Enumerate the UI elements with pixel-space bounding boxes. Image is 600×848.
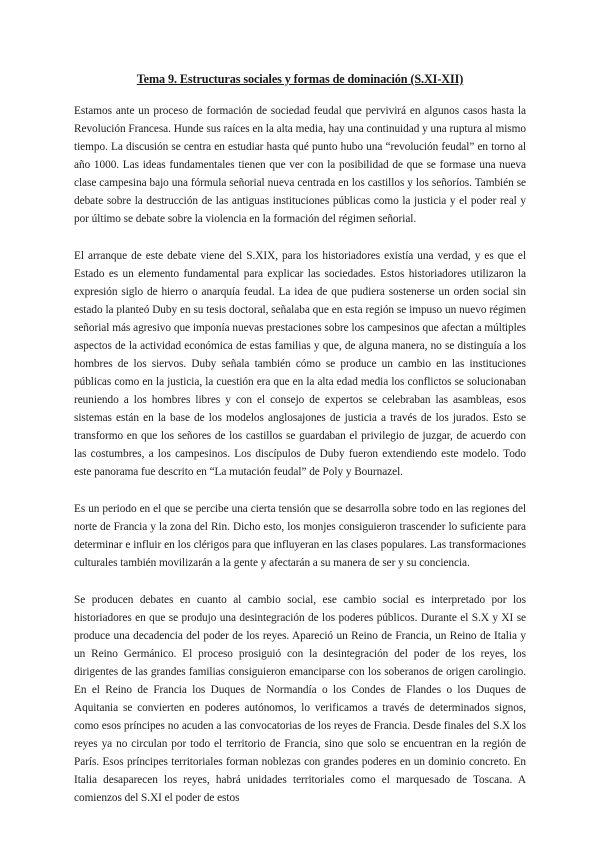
document-title: Tema 9. Estructuras sociales y formas de dominación (S.XI-XII) xyxy=(136,72,464,86)
paragraph-2: El arranque de este debate viene del S.XIX, para los historiadores existía una verdad, y es que el Estado es un elemento fundamental para explicar las sociedades. Estos historiadores utilizaron la expresión siglo de hierro o anarquía feudal. La idea de que pudiera sostenerse un orden social sin estado la planteó Duby en su tesis doctoral, señalaba que en esta región se impuso un nuevo régimen señorial más agresivo que imponía nuevas prestaciones sobre los campesinos que afectan a múltiples aspectos de la actividad económica de estas familias y que, de alguna manera, no se distinguía a los hombres de los siervos. Duby señala también cómo se produce un cambio en las instituciones públicas como en la justicia, la cuestión era que en la alta edad media los conflictos se solucionaban reuniendo a los hombres libres y con el consejo de expertos se celebraban las asambleas, esos sistemas están en la base de los modelos anglosajones de justicia a través de los jurados. Esto se transformo en que los señores de los castillos se guardaban el privilegio de juzgar, de acuerdo con las costumbres, a los campesinos. Los discípulos de Duby fueron extendiendo este modelo. Todo este panorama fue descrito en “La mutación feudal” de Poly y Bournazel. xyxy=(74,250,526,478)
paragraph-3: Es un periodo en el que se percibe una cierta tensión que se desarrolla sobre todo en las regiones del norte de Francia y la zona del Rin. Dicho esto, los monjes consiguieron trascender lo suficiente para determinar e influir en los clérigos para que influyeran en las clases populares. Las transformaciones culturales también movilizarán a la gente y afectarán a su manera de ser y su conciencia. xyxy=(74,503,526,569)
paragraph-4: Se producen debates en cuanto al cambio social, ese cambio social es interpretado por los historiadores en que se produjo una desintegración de los poderes públicos. Durante el S.X y XI se produce una decadencia del poder de los reyes. Apareció un Reino de Francia, un Reino de Italia y un Reino Germánico. El proceso prosiguió con la desintegración del poder de los reyes, los dirigentes de las grandes familias consiguieron emanciparse con los soberanos de origen carolingio. En el Reino de Francia los Duques de Normandía o los Condes de Flandes o los Duques de Aquitania se convierten en poderes autónomos, lo verificamos a través de determinados signos, como esos príncipes no acuden a las convocatorias de los reyes de Francia. Desde finales del S.X los reyes ya no circulan por todo el territorio de Francia, sino que solo se encuentran en la región de París. Esos príncipes territoriales forman noblezas con grandes poderes en un dominio concreto. En Italia desaparecen los reyes, habrá unidades territoriales como el marquesado de Toscana. A comienzos del S.XI el poder de estos xyxy=(74,594,526,804)
paragraph-1: Estamos ante un proceso de formación de sociedad feudal que pervivirá en algunos casos hasta la Revolución Francesa. Hunde sus raíces en la alta media, hay una continuidad y una ruptura al mismo tiempo. La discusión se centra en estudiar hasta qué punto hubo una “revolución feudal” en torno al año 1000. Las ideas fundamentales tienen que ver con la posibilidad de que se formase una nueva clase campesina bajo una fórmula señorial nueva centrada en los castillos y los señoríos. También se debate sobre la destrucción de las antiguas instituciones públicas como la justicia y el poder real y por último se debate sobre la violencia en la formación del régimen señorial. xyxy=(74,105,526,225)
document-page xyxy=(74,70,526,826)
